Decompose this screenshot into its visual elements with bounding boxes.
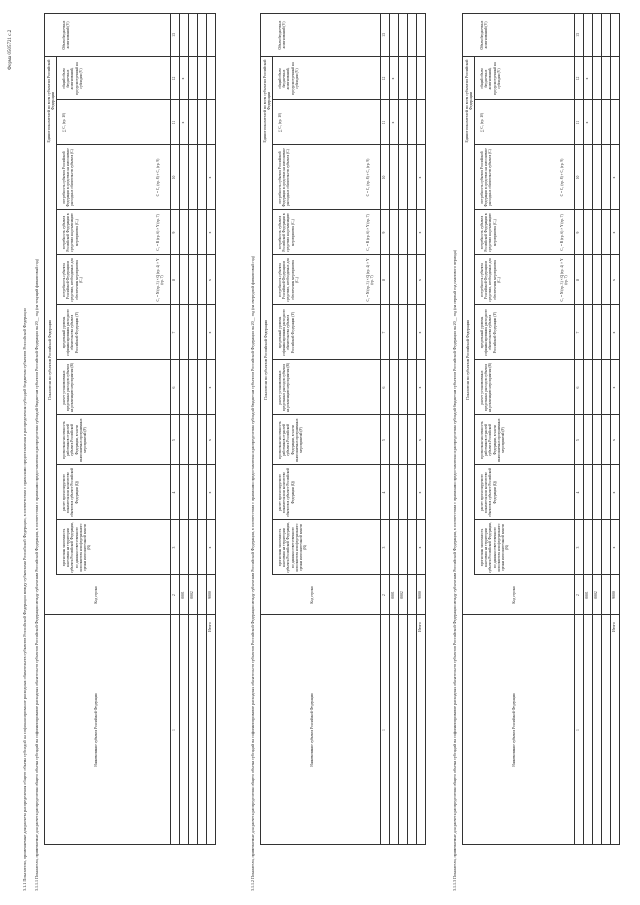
x-mark: x [418, 176, 422, 179]
column-divider [56, 304, 216, 305]
column-divider [44, 56, 216, 57]
column-divider [56, 144, 216, 145]
column-divider [474, 359, 620, 360]
column-number: 10 [382, 175, 386, 180]
column-number: 1 [382, 729, 386, 731]
column-divider [474, 304, 620, 305]
column-number: 11 [576, 120, 580, 125]
column-number: 3 [576, 546, 580, 549]
group-label-right: Единое показателей по всем субъектам Российской Федерации [263, 59, 271, 143]
column-number: 8 [576, 279, 580, 281]
column-number: 12 [172, 76, 176, 81]
group-label: Показатели по субъектам Российской Федерации [48, 320, 52, 400]
row-code: 0001 [181, 591, 185, 599]
column-number: 9 [172, 231, 176, 234]
indicator-header: предельный уровень софинансирования расходного обязательства субъекта Российской Федерации (Y) [480, 309, 497, 356]
section-subtitle: 3.1.1.2 Показатели, применяемые для расчета распределения общего объема субсидий на софинансирование расходных обязательств субъектов Российской Федерации между субъектами Российской Федерации, в соответствии с правилами предоставления и распределения субсидий бюджетам субъектов Российской Федерации на 20__ год (на очередной финансовый год) [250, 255, 255, 891]
column-divider [272, 254, 426, 255]
column-header-name: Наименование субъекта Российской Федерации [94, 693, 98, 767]
group-header-line [56, 57, 57, 145]
group-header-line [474, 57, 475, 145]
column-number: 4 [172, 491, 176, 494]
row-line [389, 13, 390, 845]
row-code: 0001 [391, 591, 395, 599]
indicator-header: потребность субъекта Российской Федерации в средствах на исполнение расходных обязательств субъекта (C) [62, 148, 75, 207]
x-mark: x [585, 121, 589, 124]
column-divider [272, 359, 426, 360]
column-number: 6 [382, 386, 386, 389]
row-line [416, 13, 417, 845]
total-code: 9000 [418, 591, 422, 599]
x-mark: x [208, 386, 212, 389]
column-number: 1 [172, 729, 176, 731]
column-number: 2 [172, 594, 176, 596]
column-divider [462, 56, 620, 57]
column-divider [474, 209, 620, 210]
indicator-header: расчет прогнозируемого показателя или количество объектов в субъекте Российской Федерации (Q) [62, 467, 79, 518]
column-number: 5 [172, 439, 176, 441]
column-number: 3 [172, 546, 176, 549]
x-mark: x [418, 279, 422, 281]
row-line [583, 13, 584, 845]
x-mark: x [208, 176, 212, 179]
x-mark: x [208, 331, 212, 334]
column-divider [474, 464, 620, 465]
column-number: 8 [382, 279, 386, 281]
column-number: 5 [382, 439, 386, 441]
column-divider [474, 144, 620, 145]
total-label: Итого [208, 622, 212, 632]
x-mark: x [612, 386, 616, 389]
column-number: 13 [576, 33, 580, 37]
column-header-code: Код строки [310, 586, 314, 604]
x-mark: x [208, 439, 212, 441]
x-mark: x [612, 279, 616, 281]
indicator-header: предельный уровень софинансирования расходного обязательства субъекта Российской Федерации (Y) [62, 309, 79, 356]
column-divider [56, 254, 216, 255]
indicator-header: расчет установленных предельных расходов субъекта на реализацию мероприятия (R) [62, 362, 75, 413]
formula-text: C = C₁ (гр. 8) + C₂ (гр. 9) [156, 158, 160, 197]
row-line [574, 13, 575, 845]
x-mark: x [418, 546, 422, 549]
column-number: 5 [576, 439, 580, 441]
indicator-header: прогнозная численность работников отраслей субъекта Российской Федерации, в части выполняемых программных мероприятий (Р) [278, 418, 304, 462]
column-header-name: Наименование субъекта Российской Федерации [310, 693, 314, 767]
x-mark: x [585, 77, 589, 80]
form-mark: Форма 0505721 с.2 [8, 29, 13, 70]
row-line [206, 13, 207, 845]
section-title: 3.1.1 Показатели, применяемые для расчета распределения общего объема субсидий на софинансирование расходных обязательств субъектов Российской Федерации между субъектами Российской Федерации, в соответствии с правилами предоставления и распределения субсидий бюджетам субъектов Российской Федерации [22, 308, 27, 891]
indicator-header: Объем бюджетных ассигнований (V) [62, 20, 71, 50]
indicator-header: расчет прогнозируемого показателя или количество объектов в субъекте Российской Федерации (Q) [278, 467, 295, 518]
indicator-header: прогнозная численность населения на территории субъекта Российской Федерации, по данным ответственного исполнителя или федерального органа исполнительной власти (N) [480, 522, 510, 573]
row-code: 0002 [190, 591, 194, 599]
column-number: 13 [382, 33, 386, 37]
column-number: 7 [382, 331, 386, 334]
indicator-header: ∑ C₁ (гр. 10) [62, 112, 66, 133]
x-mark: x [612, 546, 616, 549]
column-number: 10 [576, 175, 580, 180]
column-number: 1 [576, 729, 580, 731]
total-label: Итого [418, 622, 422, 632]
indicator-header: потребность субъекта Российской Федерации в средствах, необходимых для обеспечения мероприятия (C₁) [278, 258, 299, 302]
column-number: 10 [172, 175, 176, 180]
column-number: 13 [172, 33, 176, 37]
group-label-right: Единое показателей по всем субъектам Российской Федерации [47, 59, 55, 143]
column-divider [56, 359, 216, 360]
indicator-header: прогнозная численность населения на территории субъекта Российской Федерации, по данным ответственного исполнителя или федерального органа исполнительной власти (N) [278, 522, 308, 573]
total-code: 9000 [612, 591, 616, 599]
column-number: 4 [382, 491, 386, 494]
row-line [179, 13, 180, 845]
indicator-header: Объем бюджетных ассигнований (V) [480, 20, 489, 50]
column-divider [272, 464, 426, 465]
column-divider [272, 304, 426, 305]
row-line [398, 13, 399, 845]
group-label: Показатели по субъектам Российской Федерации [466, 320, 470, 400]
row-code: 0001 [585, 591, 589, 599]
x-mark: x [418, 491, 422, 494]
column-divider [272, 209, 426, 210]
row-line [601, 13, 602, 845]
indicator-header: потребность субъекта Российской Федерации в средствах на реализацию мероприятия (C₂) [62, 213, 79, 252]
column-divider [272, 99, 426, 100]
column-number: 6 [576, 386, 580, 389]
row-line [380, 13, 381, 845]
indicator-header: потребность субъекта Российской Федерации в средствах на исполнение расходных обязательств субъекта (C) [480, 148, 493, 207]
column-divider [474, 519, 620, 520]
x-mark: x [181, 77, 185, 80]
column-number: 9 [576, 231, 580, 234]
indicator-header: Объем бюджетных ассигнований (V) [278, 20, 287, 50]
x-mark: x [418, 331, 422, 334]
x-mark: x [208, 491, 212, 494]
total-label: Итого [612, 622, 616, 632]
column-number: 3 [382, 546, 386, 549]
indicator-header: потребность субъекта Российской Федерации в средствах на исполнение расходных обязательств субъекта (C) [278, 148, 291, 207]
indicator-header: ∑ C₁ (гр. 10) [480, 112, 484, 133]
row-line [188, 13, 189, 845]
x-mark: x [418, 231, 422, 234]
section-subtitle: 3.1.1.1 Показатели, применяемые для расчета распределения общего объема субсидий на софинансирование расходных обязательств субъектов Российской Федерации между субъектами Российской Федерации, в соответствии с правилами предоставления и распределения субсидий бюджетам субъектов Российской Федерации на 20__ год (на текущий финансовый год) [34, 258, 39, 891]
indicator-header: прогнозная численность населения на территории субъекта Российской Федерации, по данным ответственного исполнителя или федерального органа исполнительной власти (N) [62, 522, 92, 573]
row-line [407, 13, 408, 845]
x-mark: x [418, 439, 422, 441]
indicator-header: прогнозная численность работников отраслей субъекта Российской Федерации, в части выполняемых программных мероприятий (Р) [62, 418, 88, 462]
indicator-header: расчет установленных предельных расходов субъекта на реализацию мероприятия (R) [480, 362, 493, 413]
column-number: 6 [172, 386, 176, 389]
section-subtitle: 3.1.1.3 Показатели, применяемые для расчета распределения общего объема субсидий на софинансирование расходных обязательств субъектов Российской Федерации между субъектами Российской Федерации, в соответствии с правилами предоставления и распределения субсидий бюджетам субъектов Российской Федерации на 20__ год (на первый год планового периода) [452, 250, 457, 891]
group-header-line [272, 57, 273, 145]
indicator-header: общий объем бюджетных ассигнований, предусмотренный на субсидии (V) [480, 62, 501, 95]
indicator-header: общий объем бюджетных ассигнований, предусмотренный на субсидии (V) [62, 62, 83, 95]
formula-text: C₁ = N (гр. 3) × Q (гр. 4) × Y (гр. 7) [560, 258, 569, 302]
column-divider [474, 99, 620, 100]
column-divider [56, 414, 216, 415]
indicator-header: расчет установленных предельных расходов субъекта на реализацию мероприятия (R) [278, 362, 291, 413]
row-line [592, 13, 593, 845]
column-number: 11 [382, 120, 386, 125]
column-number: 4 [576, 491, 580, 494]
indicator-header: общий объем бюджетных ассигнований, предусмотренный на субсидии (V) [278, 62, 299, 95]
row-line [610, 13, 611, 845]
column-divider [272, 414, 426, 415]
column-number: 9 [382, 231, 386, 234]
column-number: 2 [382, 594, 386, 596]
column-number: 11 [172, 120, 176, 125]
row-code: 0002 [594, 591, 598, 599]
column-header-name: Наименование субъекта Российской Федерации [512, 693, 516, 767]
indicator-header: потребность субъекта Российской Федерации в средствах, необходимых для обеспечения мероприятия (C₁) [480, 258, 501, 302]
group-label-right: Единое показателей по всем субъектам Российской Федерации [465, 59, 473, 143]
column-number: 7 [172, 331, 176, 334]
total-code: 9000 [208, 591, 212, 599]
column-divider [56, 99, 216, 100]
column-divider [474, 254, 620, 255]
column-number: 2 [576, 594, 580, 596]
column-header-code: Код строки [512, 586, 516, 604]
indicator-header: расчет прогнозируемого показателя или количество объектов в субъекте Российской Федерации (Q) [480, 467, 497, 518]
column-header-code: Код строки [94, 586, 98, 604]
column-number: 8 [172, 279, 176, 281]
group-label: Показатели по субъектам Российской Федерации [264, 320, 268, 400]
formula-text: C₂ = R (гр. 6) × Y (гр. 7) [366, 214, 370, 251]
column-divider [56, 464, 216, 465]
formula-text: C = C₁ (гр. 8) + C₂ (гр. 9) [560, 158, 564, 197]
x-mark: x [208, 231, 212, 234]
formula-text: C₂ = R (гр. 6) × Y (гр. 7) [560, 214, 564, 251]
x-mark: x [208, 546, 212, 549]
formula-text: C = C₁ (гр. 8) + C₂ (гр. 9) [366, 158, 370, 197]
indicator-header: прогнозная численность работников отраслей субъекта Российской Федерации, в части выполняемых программных мероприятий (Р) [480, 418, 506, 462]
x-mark: x [418, 386, 422, 389]
x-mark: x [612, 439, 616, 441]
column-divider [474, 414, 620, 415]
x-mark: x [612, 176, 616, 179]
x-mark: x [612, 231, 616, 234]
row-line [170, 13, 171, 845]
x-mark: x [391, 121, 395, 124]
indicator-header: ∑ C₁ (гр. 10) [278, 112, 282, 133]
column-divider [260, 56, 426, 57]
column-number: 12 [576, 76, 580, 81]
column-divider [272, 519, 426, 520]
formula-text: C₁ = N (гр. 3) × Q (гр. 4) × Y (гр. 7) [156, 258, 165, 302]
x-mark: x [612, 491, 616, 494]
column-divider [272, 144, 426, 145]
indicator-header: потребность субъекта Российской Федерации в средствах на реализацию мероприятия (C₂) [278, 213, 295, 252]
formula-text: C₂ = R (гр. 6) × Y (гр. 7) [156, 214, 160, 251]
column-divider [56, 519, 216, 520]
formula-text: C₁ = N (гр. 3) × Q (гр. 4) × Y (гр. 7) [366, 258, 375, 302]
row-code: 0002 [400, 591, 404, 599]
x-mark: x [612, 331, 616, 334]
x-mark: x [391, 77, 395, 80]
x-mark: x [181, 121, 185, 124]
indicator-header: потребность субъекта Российской Федерации в средствах, необходимых для обеспечения мероприятия (C₁) [62, 258, 83, 302]
row-line [197, 13, 198, 845]
column-divider [474, 574, 620, 575]
column-divider [56, 209, 216, 210]
indicator-header: предельный уровень софинансирования расходного обязательства субъекта Российской Федерации (Y) [278, 309, 295, 356]
column-number: 7 [576, 331, 580, 334]
x-mark: x [208, 279, 212, 281]
indicator-header: потребность субъекта Российской Федерации в средствах на реализацию мероприятия (C₂) [480, 213, 497, 252]
column-number: 12 [382, 76, 386, 81]
